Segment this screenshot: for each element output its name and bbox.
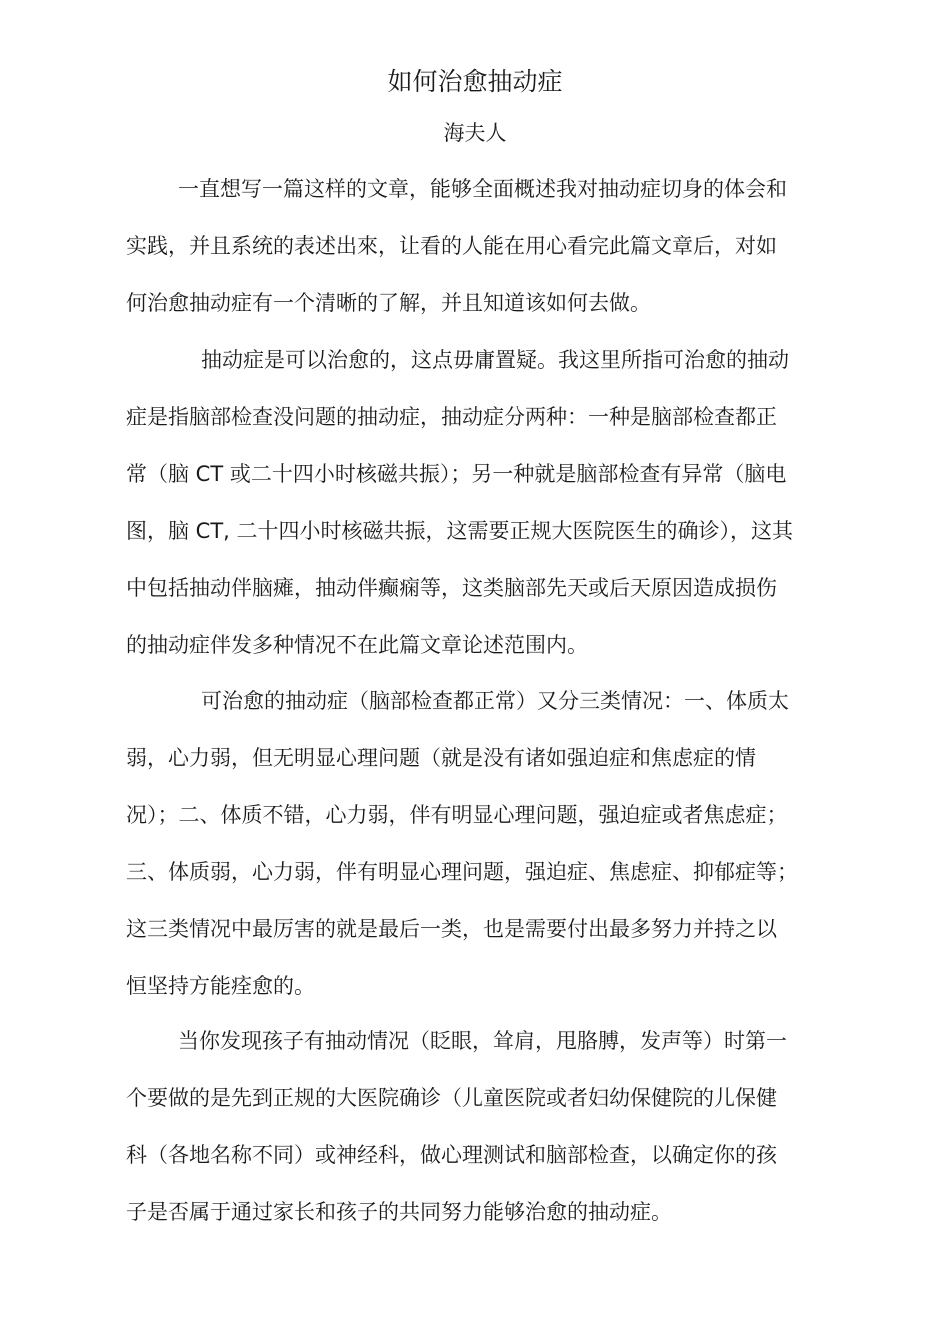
paragraph-line: 抽动症是可以治愈的，这点毋庸置疑。我这里所指可治愈的抽动 [201, 348, 789, 372]
paragraph-line: 可治愈的抽动症（脑部检查都正常）又分三类情况：一、体质太 [201, 689, 789, 713]
paragraph-line: 弱，心力弱，但无明显心理问题（就是没有诸如强迫症和焦虑症的情 [126, 746, 756, 770]
paragraph-line: 何治愈抽动症有一个清晰的了解，并且知道该如何去做。 [126, 291, 651, 315]
paragraph-line: 子是否属于通过家长和孩子的共同努力能够治愈的抽动症。 [126, 1200, 672, 1224]
paragraph-curable [126, 341, 846, 683]
paragraph-line: 常（脑 CT 或二十四小时核磁共振）；另一种就是脑部检查有异常（脑电 [126, 462, 787, 486]
paragraph-intro [126, 170, 846, 341]
paragraph-line: 一直想写一篇这样的文章，能够全面概述我对抽动症切身的体会和 [178, 177, 787, 201]
paragraph-first-step [126, 1022, 846, 1250]
paragraph-line: 图，脑 CT, 二十四小时核磁共振，这需要正规大医院医生的确诊），这其 [126, 519, 794, 543]
paragraph-three-types [126, 682, 846, 1024]
paragraph-line: 恒坚持方能痊愈的。 [126, 974, 315, 998]
document-author: 海夫人 [443, 121, 507, 145]
paragraph-line: 这三类情况中最厉害的就是最后一类，也是需要付出最多努力并持之以 [126, 917, 777, 941]
paragraph-line: 况）；二、体质不错，心力弱，伴有明显心理问题，强迫症或者焦虑症； [126, 803, 788, 827]
paragraph-line: 的抽动症伴发多种情况不在此篇文章论述范围内。 [126, 633, 588, 657]
paragraph-line: 中包括抽动伴脑瘫，抽动伴癫痫等，这类脑部先天或后天原因造成损伤 [126, 576, 777, 600]
paragraph-line: 个要做的是先到正规的大医院确诊（儿童医院或者妇幼保健院的儿保健 [126, 1086, 777, 1110]
paragraph-line: 实践，并且系统的表述出來，让看的人能在用心看完此篇文章后，对如 [126, 234, 777, 258]
document-title: 如何治愈抽动症 [387, 67, 563, 96]
paragraph-line: 三、体质弱，心力弱，伴有明显心理问题，强迫症、焦虑症、抑郁症等； [126, 860, 798, 884]
paragraph-line: 科（各地名称不同）或神经科，做心理测试和脑部检查，以确定你的孩 [126, 1143, 777, 1167]
paragraph-line: 当你发现孩子有抽动情况（眨眼，耸肩，甩胳膊，发声等）时第一 [178, 1029, 787, 1053]
paragraph-line: 症是指脑部检查没问题的抽动症，抽动症分两种：一种是脑部检查都正 [126, 405, 777, 429]
